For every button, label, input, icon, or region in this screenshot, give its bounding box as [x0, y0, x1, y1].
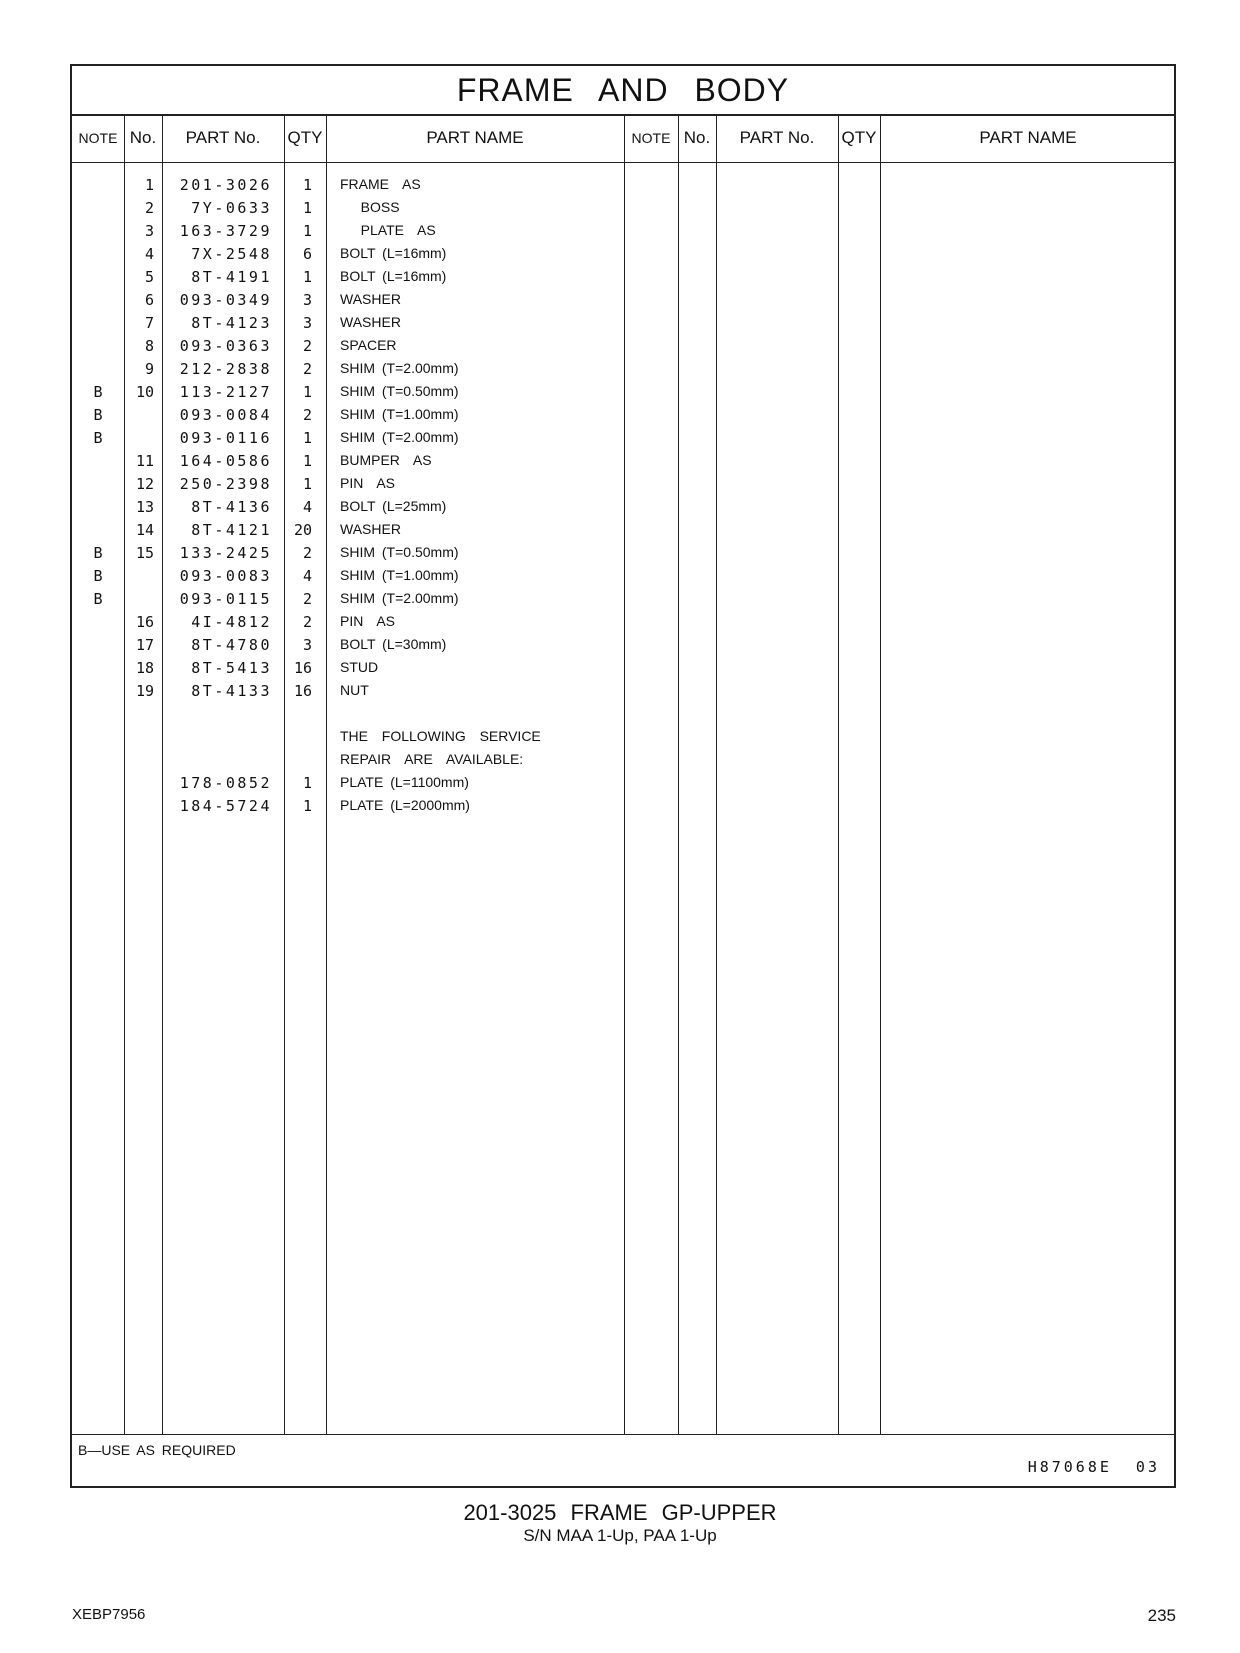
table-row — [72, 680, 692, 703]
row-quantity: 2 — [302, 544, 312, 562]
row-part-name: FRAME AS — [340, 176, 421, 192]
row-quantity: 2 — [302, 360, 312, 378]
row-note: B — [93, 544, 103, 562]
row-quantity: 2 — [302, 590, 312, 608]
row-part-name: THE FOLLOWING SERVICE — [340, 728, 541, 744]
row-quantity: 1 — [302, 222, 312, 240]
table-row — [72, 358, 692, 381]
row-part-name: STUD — [340, 659, 379, 675]
page-title: FRAME AND BODY — [72, 66, 1174, 116]
table-row — [72, 404, 692, 427]
table-row — [72, 634, 692, 657]
header-part-name-left: PART NAME — [426, 128, 524, 147]
row-note: B — [93, 429, 103, 447]
row-part-name: BOLT (L=30mm) — [340, 636, 447, 652]
row-part-number: 7Y-0633 — [191, 199, 272, 217]
table-row — [72, 749, 692, 772]
row-quantity: 1 — [302, 268, 312, 286]
row-part-name: PIN AS — [340, 613, 396, 629]
page-number: 235 — [1147, 1606, 1176, 1625]
row-part-number: 093-0115 — [179, 590, 272, 608]
row-item-number: 3 — [144, 222, 154, 240]
row-quantity: 3 — [302, 314, 312, 332]
table-row — [72, 496, 692, 519]
row-quantity: 2 — [302, 337, 312, 355]
row-part-name: SHIM (T=0.50mm) — [340, 383, 459, 399]
row-item-number: 18 — [135, 659, 154, 677]
row-part-name: NUT — [340, 682, 369, 698]
row-quantity: 1 — [302, 774, 312, 792]
footnote: B—USE AS REQUIRED — [78, 1442, 236, 1458]
row-part-number: 4I-4812 — [191, 613, 272, 631]
row-quantity: 20 — [293, 521, 312, 539]
header-part-name-right: PART NAME — [979, 128, 1077, 147]
table-row — [72, 381, 692, 404]
header-note-right: NOTE — [631, 130, 671, 146]
row-part-number: 8T-4136 — [191, 498, 272, 516]
row-item-number: 11 — [135, 452, 154, 470]
row-part-name: SHIM (T=2.00mm) — [340, 360, 459, 376]
table-row — [72, 450, 692, 473]
row-part-number: 093-0349 — [179, 291, 272, 309]
header-qty-left: QTY — [287, 128, 323, 147]
table-row — [72, 220, 692, 243]
row-part-name: SHIM (T=0.50mm) — [340, 544, 459, 560]
row-quantity: 16 — [293, 659, 312, 677]
group-caption: 201-3025 FRAME GP-UPPER — [463, 1500, 777, 1525]
row-part-name: SHIM (T=1.00mm) — [340, 406, 459, 422]
serial-caption: S/N MAA 1-Up, PAA 1-Up — [523, 1526, 717, 1545]
row-part-name: BOSS — [340, 199, 400, 215]
row-part-name: SHIM (T=1.00mm) — [340, 567, 459, 583]
row-part-number: 8T-4123 — [191, 314, 272, 332]
row-part-number: 113-2127 — [179, 383, 272, 401]
row-part-number: 201-3026 — [179, 176, 272, 194]
table-row — [72, 795, 692, 818]
row-item-number: 1 — [144, 176, 154, 194]
illustration-reference: H87068E 03 — [1027, 1458, 1160, 1476]
table-row — [72, 726, 692, 749]
row-part-number: 164-0586 — [179, 452, 272, 470]
row-quantity: 1 — [302, 383, 312, 401]
table-row — [72, 243, 692, 266]
row-item-number: 6 — [144, 291, 154, 309]
document-id: XEBP7956 — [72, 1606, 146, 1623]
row-note: B — [93, 406, 103, 424]
row-part-name: WASHER — [340, 291, 401, 307]
header-part-no-left: PART No. — [185, 128, 261, 147]
row-part-name: WASHER — [340, 521, 401, 537]
row-part-number: 8T-4133 — [191, 682, 272, 700]
table-row — [72, 588, 692, 611]
row-quantity: 3 — [302, 291, 312, 309]
row-item-number: 17 — [135, 636, 154, 654]
row-quantity: 1 — [302, 199, 312, 217]
row-note: B — [93, 383, 103, 401]
row-item-number: 15 — [135, 544, 154, 562]
row-quantity: 2 — [302, 613, 312, 631]
header-no-left: No. — [129, 128, 157, 147]
row-part-number: 133-2425 — [179, 544, 272, 562]
row-quantity: 6 — [302, 245, 312, 263]
table-row — [72, 565, 692, 588]
row-part-name: REPAIR ARE AVAILABLE: — [340, 751, 524, 767]
header-part-no-right: PART No. — [739, 128, 815, 147]
row-part-name: PLATE (L=1100mm) — [340, 774, 469, 790]
row-part-name: PLATE (L=2000mm) — [340, 797, 470, 813]
row-quantity: 1 — [302, 429, 312, 447]
parts-list — [72, 162, 1174, 1434]
row-part-number: 250-2398 — [179, 475, 272, 493]
table-row — [72, 312, 692, 335]
row-part-name: PIN AS — [340, 475, 396, 491]
row-quantity: 16 — [293, 682, 312, 700]
row-part-number: 184-5724 — [179, 797, 272, 815]
table-row — [72, 611, 692, 634]
row-part-name: SHIM (T=2.00mm) — [340, 429, 459, 445]
row-quantity: 1 — [302, 452, 312, 470]
table-row — [72, 174, 692, 197]
row-item-number: 10 — [135, 383, 154, 401]
row-part-number: 093-0116 — [179, 429, 272, 447]
table-row — [72, 519, 692, 542]
row-part-name: BOLT (L=25mm) — [340, 498, 447, 514]
parts-sheet — [70, 64, 1176, 1488]
row-part-number: 8T-4780 — [191, 636, 272, 654]
header-qty-right: QTY — [841, 128, 877, 147]
row-item-number: 12 — [135, 475, 154, 493]
row-part-number: 8T-5413 — [191, 659, 272, 677]
table-row — [72, 542, 692, 565]
row-part-number: 8T-4121 — [191, 521, 272, 539]
header-no-right: No. — [683, 128, 711, 147]
row-part-number: 093-0363 — [179, 337, 272, 355]
table-row — [72, 473, 692, 496]
row-part-name: BOLT (L=16mm) — [340, 245, 447, 261]
row-item-number: 19 — [135, 682, 154, 700]
row-quantity: 2 — [302, 406, 312, 424]
row-quantity: 3 — [302, 636, 312, 654]
table-row — [72, 772, 692, 795]
row-quantity: 1 — [302, 475, 312, 493]
row-item-number: 9 — [144, 360, 154, 378]
row-item-number: 16 — [135, 613, 154, 631]
row-item-number: 14 — [135, 521, 154, 539]
row-part-name: SHIM (T=2.00mm) — [340, 590, 459, 606]
row-part-number: 093-0084 — [179, 406, 272, 424]
row-part-number: 163-3729 — [179, 222, 272, 240]
row-quantity: 4 — [302, 567, 312, 585]
row-note: B — [93, 567, 103, 585]
table-row — [72, 703, 692, 726]
row-item-number: 5 — [144, 268, 154, 286]
table-row — [72, 427, 692, 450]
row-part-name: PLATE AS — [340, 222, 436, 238]
header-note-left: NOTE — [78, 130, 118, 146]
row-quantity: 1 — [302, 176, 312, 194]
table-row — [72, 197, 692, 220]
table-row — [72, 266, 692, 289]
row-item-number: 7 — [144, 314, 154, 332]
table-row — [72, 657, 692, 680]
row-part-name: BUMPER AS — [340, 452, 432, 468]
row-part-name: WASHER — [340, 314, 401, 330]
row-quantity: 4 — [302, 498, 312, 516]
row-item-number: 8 — [144, 337, 154, 355]
row-item-number: 2 — [144, 199, 154, 217]
table-row — [72, 335, 692, 358]
row-part-number: 7X-2548 — [191, 245, 272, 263]
row-part-number: 8T-4191 — [191, 268, 272, 286]
row-item-number: 13 — [135, 498, 154, 516]
row-note: B — [93, 590, 103, 608]
row-item-number: 4 — [144, 245, 154, 263]
row-part-number: 178-0852 — [179, 774, 272, 792]
row-part-name: SPACER — [340, 337, 397, 353]
table-row — [72, 289, 692, 312]
row-quantity: 1 — [302, 797, 312, 815]
footer-divider — [72, 1434, 1174, 1435]
row-part-name: BOLT (L=16mm) — [340, 268, 447, 284]
row-part-number: 093-0083 — [179, 567, 272, 585]
row-part-number: 212-2838 — [179, 360, 272, 378]
